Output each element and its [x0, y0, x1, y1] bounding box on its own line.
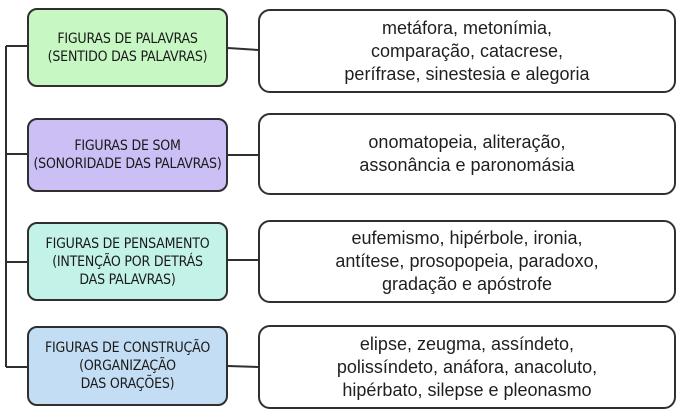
category-subtitle: (ORGANIZAÇÃO: [79, 358, 176, 374]
category-subtitle: (SENTIDO DAS PALAVRAS): [47, 48, 208, 65]
description-box-som: [258, 113, 676, 195]
category-box-pensamento: [27, 222, 228, 301]
description-line: assonância e paronomásia: [359, 155, 575, 175]
description-line: polissíndeto, anáfora, anacoluto,: [336, 356, 598, 377]
category-box-construcao: [27, 326, 228, 406]
category-subtitle: DAS PALAVRAS): [79, 271, 176, 288]
description-line: gradação e apóstrofe: [381, 274, 553, 294]
category-title: FIGURAS DE SOM: [74, 138, 181, 154]
category-title: FIGURAS DE PALAVRAS: [57, 30, 198, 47]
description-line: comparação, catacrese,: [370, 40, 564, 61]
link-line-4: [228, 366, 258, 367]
category-subtitle: (SONORIDADE DAS PALAVRAS): [33, 156, 222, 172]
description-line: eufemismo, hipérbole, ironia,: [351, 228, 583, 248]
description-line: onomatopeia, aliteração,: [368, 132, 566, 152]
category-title: FIGURAS DE CONSTRUÇÃO: [44, 340, 211, 356]
description-line: perífrase, sinestesia e alegoria: [344, 63, 590, 84]
category-box-palavras: [27, 8, 228, 87]
description-box-pensamento: [258, 220, 676, 303]
category-subtitle: (INTENÇÃO POR DETRÁS: [52, 253, 203, 270]
description-line: metáfora, metonímia,: [381, 17, 553, 38]
description-box-palavras: [258, 9, 676, 93]
description-line: antítese, prosopopeia, paradoxo,: [335, 251, 599, 271]
description-line: elipse, zeugma, assíndeto,: [359, 333, 575, 354]
description-line: hipérbato, silepse e pleonasmo: [342, 379, 592, 400]
category-title: FIGURAS DE PENSAMENTO: [45, 235, 210, 252]
link-line-1: [228, 48, 258, 50]
description-box-construcao: [258, 325, 676, 409]
category-box-som: [27, 118, 228, 192]
category-subtitle: DAS ORAÇÕES): [80, 376, 175, 392]
